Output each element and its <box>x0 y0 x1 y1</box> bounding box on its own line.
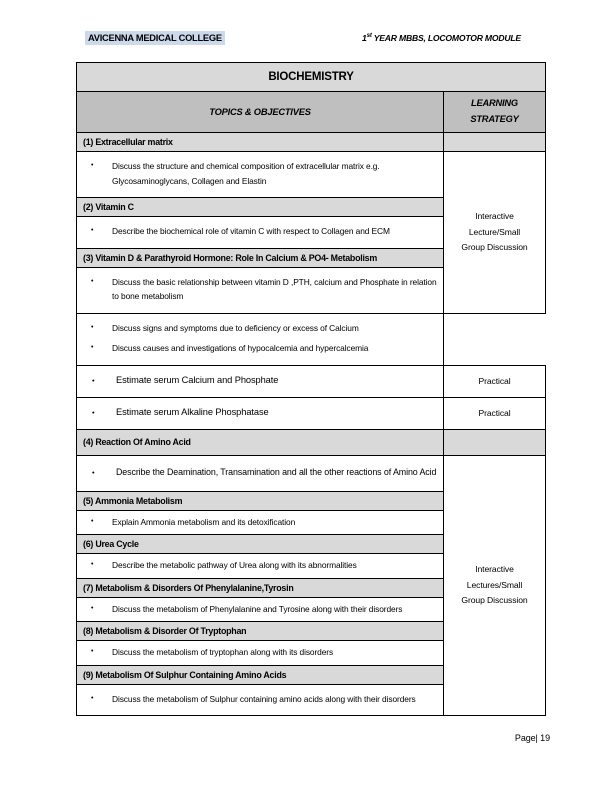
objective-list <box>83 373 437 388</box>
bullet-icon: • <box>91 323 94 331</box>
objective-cell-6 <box>77 397 444 429</box>
objective-list <box>83 465 437 480</box>
strategy-line1: Interactive <box>475 211 514 221</box>
strategy-line1: Interactive <box>475 564 514 574</box>
module-year-ordinal: st <box>366 32 372 40</box>
objective-text: Describe the biochemical role of vitamin C with respect to Collagen and ECM <box>112 226 390 236</box>
objective-cell-12 <box>77 684 444 716</box>
section-heading-7: (7) Metabolism & Disorders Of Phenylalanine,Tyrosin <box>77 578 444 597</box>
objective-list <box>83 224 437 239</box>
bullet-icon: • <box>91 694 94 702</box>
list-item <box>83 602 437 617</box>
bullet-icon: • <box>91 648 94 655</box>
list-item <box>83 465 437 480</box>
module-title <box>362 33 521 43</box>
list-item <box>83 558 437 573</box>
bullet-icon: • <box>91 344 94 351</box>
strategy-cell-interactive-1 <box>444 152 546 314</box>
objective-text: Discuss the metabolism of Sulphur containing amino acids along with their disorders <box>112 693 416 704</box>
bullet-icon: • <box>92 407 95 417</box>
list-item <box>83 515 437 530</box>
objective-row-5 <box>77 365 546 397</box>
list-item <box>83 692 437 707</box>
table-header-row <box>77 92 546 133</box>
objective-cell-11 <box>77 641 444 666</box>
objective-text: Describe the Deamination, Transamination and all the other reactions of Amino Acid <box>116 466 437 477</box>
section-heading-8: (8) Metabolism & Disorder Of Tryptophan <box>77 622 444 641</box>
bullet-icon: • <box>91 604 94 612</box>
objective-list <box>83 405 437 420</box>
objective-text: Explain Ammonia metabolism and its detoxification <box>112 516 296 527</box>
bullet-icon: • <box>91 517 94 525</box>
institution-name: AVICENNA MEDICAL COLLEGE <box>85 31 225 45</box>
section-row-1 <box>77 133 546 152</box>
bullet-icon: • <box>92 375 95 385</box>
module-year-number: 1 <box>362 33 367 43</box>
bullet-icon: • <box>91 277 94 285</box>
list-item <box>83 159 437 188</box>
objective-cell-4 <box>77 313 444 365</box>
objective-list <box>83 602 437 617</box>
section-row-4 <box>77 429 546 455</box>
objective-cell-8 <box>77 510 444 535</box>
objective-row-6 <box>77 397 546 429</box>
strategy-line2: Lecture/Small <box>468 226 521 237</box>
objective-list <box>83 515 437 530</box>
bullet-icon: • <box>91 561 94 568</box>
list-item <box>83 275 437 304</box>
objective-cell-7 <box>77 455 444 491</box>
table-title-row <box>77 63 546 92</box>
biochemistry-schedule-table <box>76 62 546 716</box>
objective-cell-5 <box>77 365 444 397</box>
objective-cell-1 <box>77 152 444 198</box>
section-heading-5: (5) Ammonia Metabolism <box>77 491 444 510</box>
strategy-cell-practical-2: Practical <box>444 397 546 429</box>
objective-text: Discuss signs and symptoms due to deficiency or excess of Calcium <box>112 322 359 333</box>
objective-list <box>83 558 437 573</box>
document-footer <box>0 733 612 743</box>
column-header-topics: TOPICS & OBJECTIVES <box>77 92 444 133</box>
page-number: Page| 19 <box>514 733 550 743</box>
objective-text: Discuss causes and investigations of hypocalcemia and hypercalcemia <box>112 343 369 353</box>
section-heading-6: (6) Urea Cycle <box>77 535 444 554</box>
document-header <box>0 31 612 49</box>
list-item <box>83 341 437 356</box>
bullet-icon: • <box>91 162 94 169</box>
section-heading-2: (2) Vitamin C <box>77 198 444 217</box>
section-heading-1: (1) Extracellular matrix <box>77 133 444 152</box>
objective-list <box>83 159 437 188</box>
strategy-line3: Group Discussion <box>461 595 528 605</box>
objective-text: Estimate serum Calcium and Phosphate <box>116 374 279 385</box>
objective-cell-10 <box>77 597 444 622</box>
objective-text: Discuss the metabolism of tryptophan along with its disorders <box>112 647 334 657</box>
objective-text: Discuss the metabolism of Phenylalanine and Tyrosine along with their disorders <box>112 603 403 614</box>
objective-list <box>83 321 437 356</box>
column-header-strategy <box>444 92 546 133</box>
table-title: BIOCHEMISTRY <box>77 63 546 92</box>
list-item <box>83 321 437 336</box>
objective-row-7 <box>77 455 546 491</box>
bullet-icon: • <box>92 467 95 477</box>
strategy-line3: Group Discussion <box>461 242 528 252</box>
objective-list <box>83 275 437 304</box>
biochemistry-schedule-table-wrapper <box>76 62 545 716</box>
section-strategy-spacer-1 <box>444 133 546 152</box>
bullet-icon: • <box>91 227 94 234</box>
list-item <box>83 373 437 388</box>
objective-text: Discuss the basic relationship between vitamin D ,PTH, calcium and Phosphate in relation to bone metabolism <box>112 276 437 301</box>
objective-row-1 <box>77 152 546 198</box>
objective-cell-2 <box>77 217 444 249</box>
objective-list <box>83 692 437 707</box>
objective-text: Estimate serum Alkaline Phosphatase <box>116 406 269 417</box>
objective-cell-3 <box>77 267 444 313</box>
module-name: YEAR MBBS, LOCOMOTOR MODULE <box>371 33 521 43</box>
section-heading-3: (3) Vitamin D & Parathyroid Hormone: Role In Calcium & PO4- Metabolism <box>77 248 444 267</box>
objective-list <box>83 645 437 660</box>
strategy-line2: Lectures/Small <box>466 579 523 590</box>
section-heading-4: (4) Reaction Of Amino Acid <box>77 429 444 455</box>
objective-text: Describe the metabolic pathway of Urea along with its abnormalities <box>112 560 357 570</box>
column-header-strategy-line2: STRATEGY <box>470 113 519 124</box>
column-header-strategy-line1: LEARNING <box>471 98 518 108</box>
objective-text: Discuss the structure and chemical composition of extracellular matrix e.g. Glycosaminoglycans, Collagen and Elastin <box>112 161 380 186</box>
list-item <box>83 405 437 420</box>
strategy-cell-practical-1: Practical <box>444 365 546 397</box>
section-strategy-spacer-4 <box>444 429 546 455</box>
section-heading-9: (9) Metabolism Of Sulphur Containing Amino Acids <box>77 665 444 684</box>
strategy-cell-interactive-2 <box>444 455 546 716</box>
objective-cell-9 <box>77 554 444 579</box>
list-item <box>83 645 437 660</box>
list-item <box>83 224 437 239</box>
objective-row-4 <box>77 313 546 365</box>
